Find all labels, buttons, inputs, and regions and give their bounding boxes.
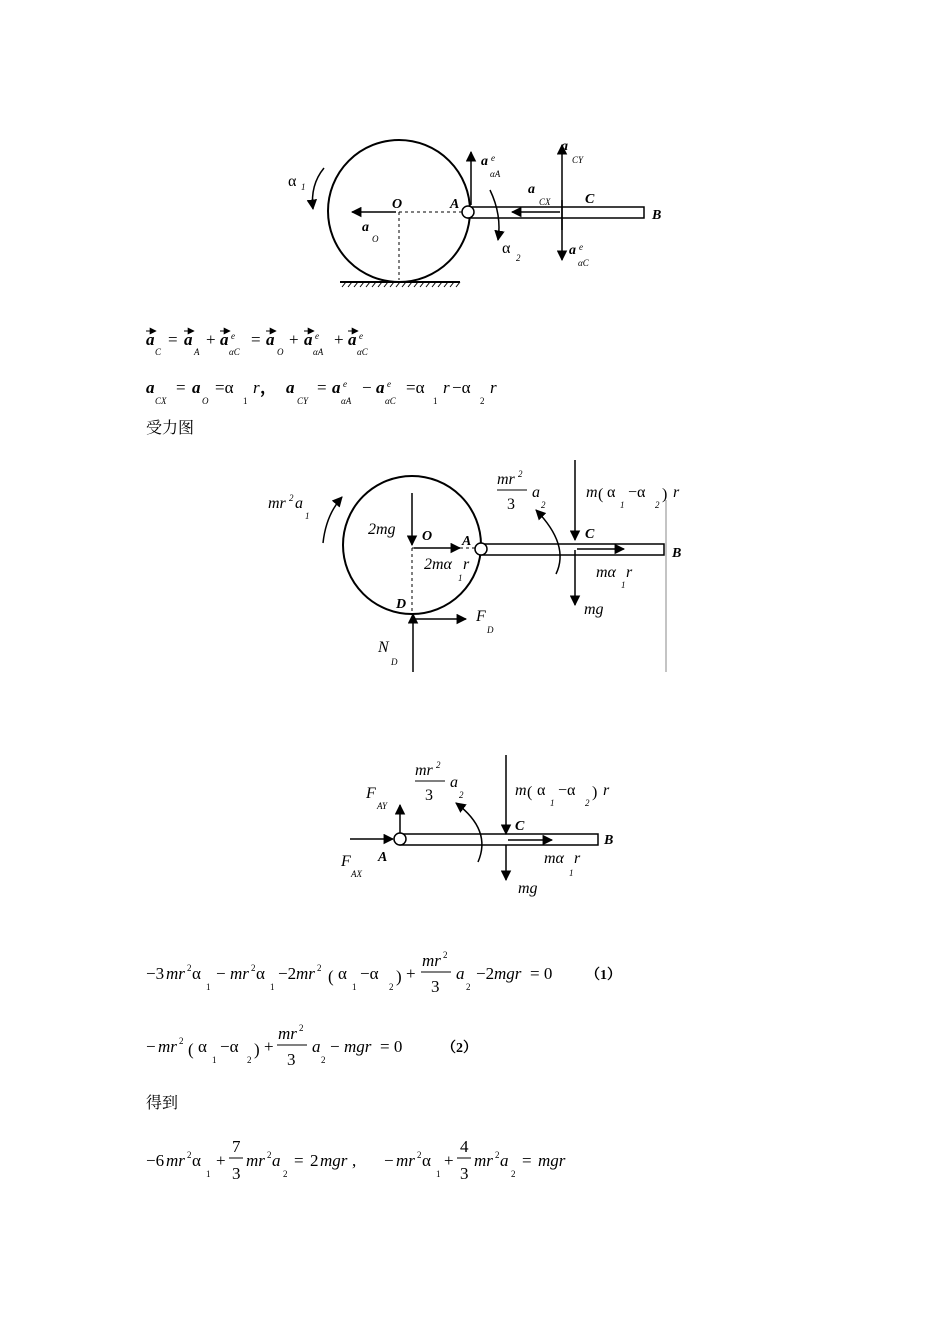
svg-text:2: 2: [317, 963, 322, 973]
svg-text:αC: αC: [357, 347, 368, 357]
svg-text:CY: CY: [297, 396, 309, 406]
svg-text:e: e: [491, 153, 495, 163]
svg-text:1: 1: [458, 573, 463, 583]
svg-text:α: α: [192, 1151, 201, 1170]
svg-text:mr: mr: [497, 471, 515, 488]
svg-text:=α: =α: [406, 378, 425, 397]
label-A: A: [450, 197, 460, 212]
svg-text:O: O: [202, 396, 209, 406]
svg-text:e: e: [315, 331, 319, 341]
svg-text:=: =: [317, 378, 327, 397]
svg-text:F: F: [341, 853, 351, 870]
svg-text:F: F: [366, 785, 376, 802]
svg-text:αA: αA: [490, 169, 501, 179]
heading-result: 得到: [146, 1093, 179, 1112]
svg-text:(: (: [598, 486, 604, 503]
svg-text:a: a: [312, 1037, 321, 1056]
svg-text:a: a: [348, 330, 357, 349]
svg-text:mgr: mgr: [494, 964, 522, 983]
svg-text:1: 1: [206, 1169, 211, 1179]
svg-text:mgr: mgr: [538, 1151, 566, 1170]
label-B: B: [652, 208, 662, 223]
svg-text:= 0: = 0: [530, 964, 553, 983]
svg-text:1: 1: [301, 182, 306, 192]
svg-text:AY: AY: [377, 801, 388, 811]
svg-text:B: B: [672, 546, 682, 561]
svg-text:1: 1: [436, 1169, 441, 1179]
svg-text:mr: mr: [166, 964, 185, 983]
svg-text:C: C: [515, 819, 525, 834]
svg-text:−: −: [146, 1037, 156, 1056]
svg-text:2: 2: [436, 760, 441, 770]
svg-text:a: a: [220, 330, 229, 349]
svg-text:，: ，: [260, 378, 277, 397]
svg-text:A: A: [462, 534, 472, 549]
svg-text:2: 2: [516, 253, 521, 263]
svg-text:1: 1: [620, 500, 625, 510]
svg-text:D: D: [391, 657, 398, 667]
svg-text:2: 2: [518, 469, 523, 479]
label-aeA: a: [481, 154, 488, 169]
label-2mg: 2mg: [368, 521, 396, 538]
svg-text:+: +: [206, 330, 216, 349]
svg-text:e: e: [343, 379, 347, 389]
svg-text:): ): [592, 784, 598, 801]
label-aO: a: [362, 220, 369, 235]
svg-text:1: 1: [305, 511, 310, 521]
svg-text:1: 1: [212, 1055, 217, 1065]
svg-text:α: α: [607, 484, 616, 501]
svg-text:=: =: [522, 1151, 532, 1170]
label-aCX: a: [528, 182, 535, 197]
svg-text:CY: CY: [572, 155, 584, 165]
svg-text:2: 2: [299, 1023, 304, 1033]
svg-text:N: N: [378, 639, 389, 656]
svg-text:1: 1: [243, 396, 248, 406]
svg-text:AX: AX: [351, 869, 362, 879]
svg-text:O: O: [277, 347, 284, 357]
label-aCY: a: [561, 139, 568, 154]
svg-text:(: (: [188, 1040, 194, 1059]
svg-text:mα: mα: [596, 564, 616, 581]
svg-text:+: +: [264, 1037, 274, 1056]
svg-text:e: e: [387, 379, 391, 389]
svg-text:−α: −α: [558, 782, 576, 799]
svg-text:mα: mα: [544, 850, 564, 867]
svg-text:+: +: [289, 330, 299, 349]
svg-text:+: +: [444, 1151, 454, 1170]
svg-text:a: a: [192, 378, 201, 397]
label-O: O: [392, 197, 403, 212]
svg-text:+: +: [216, 1151, 226, 1170]
label-aeC: a: [569, 243, 576, 258]
svg-text:): ): [396, 967, 402, 986]
kinematic-equations: [146, 330, 497, 406]
svg-text:=: =: [251, 330, 261, 349]
svg-text:a: a: [272, 1151, 281, 1170]
svg-text:D: D: [487, 625, 494, 635]
svg-text:a: a: [376, 378, 385, 397]
svg-text:=α: =α: [215, 378, 234, 397]
svg-text:O: O: [422, 529, 433, 544]
diagram-force-rod: [340, 755, 613, 897]
svg-text:,: ,: [352, 1151, 357, 1170]
svg-text:α: α: [537, 782, 546, 799]
svg-text:α: α: [422, 1151, 431, 1170]
svg-text:mr: mr: [166, 1151, 185, 1170]
svg-text:a: a: [184, 330, 193, 349]
label-alpha2: α: [502, 240, 511, 257]
svg-text:): ): [254, 1040, 260, 1059]
equation-1: [146, 950, 621, 996]
svg-text:2: 2: [310, 1151, 319, 1170]
svg-text:2: 2: [655, 500, 660, 510]
svg-text:3: 3: [425, 787, 433, 804]
svg-text:r: r: [253, 378, 260, 397]
svg-text:1: 1: [550, 798, 555, 808]
svg-text:m: m: [515, 782, 527, 799]
svg-text:a: a: [304, 330, 313, 349]
svg-text:αA: αA: [341, 396, 352, 406]
svg-text:2: 2: [283, 1169, 288, 1179]
svg-text:=: =: [294, 1151, 304, 1170]
svg-text:1: 1: [621, 580, 626, 590]
svg-text:αC: αC: [385, 396, 396, 406]
svg-text:(: (: [328, 967, 334, 986]
svg-text:A: A: [194, 347, 200, 357]
heading-force-diagram: 受力图: [146, 418, 195, 437]
svg-text:a: a: [266, 330, 275, 349]
svg-text:mr: mr: [278, 1024, 297, 1043]
svg-text:−α: −α: [452, 378, 471, 397]
svg-text:2: 2: [251, 963, 256, 973]
svg-text:αC: αC: [229, 347, 240, 357]
svg-text:=: =: [168, 330, 178, 349]
svg-text:α: α: [192, 964, 201, 983]
svg-text:3: 3: [431, 977, 440, 996]
svg-text:A: A: [378, 850, 388, 865]
svg-text:3: 3: [232, 1164, 241, 1183]
svg-text:+: +: [406, 964, 416, 983]
svg-text:r: r: [574, 850, 581, 867]
svg-text:2: 2: [267, 1150, 272, 1160]
svg-text:O: O: [372, 234, 379, 244]
label-alpha1: α: [288, 173, 297, 190]
svg-text:2: 2: [480, 396, 485, 406]
svg-text:−α: −α: [220, 1037, 239, 1056]
svg-text:2: 2: [179, 1036, 184, 1046]
svg-text:m: m: [586, 484, 598, 501]
svg-text:mr: mr: [158, 1037, 177, 1056]
svg-text:C: C: [585, 527, 595, 542]
svg-text:F: F: [476, 608, 486, 625]
svg-text:mr: mr: [268, 495, 286, 512]
svg-text:−: −: [216, 964, 226, 983]
svg-text:=: =: [176, 378, 186, 397]
svg-text:7: 7: [232, 1137, 241, 1156]
svg-text:−: −: [330, 1037, 340, 1056]
svg-text:1: 1: [433, 396, 438, 406]
result-equations: [146, 1137, 566, 1183]
svg-text:αC: αC: [578, 258, 589, 268]
svg-text:−: −: [384, 1151, 394, 1170]
svg-text:mgr: mgr: [320, 1151, 348, 1170]
svg-text:CX: CX: [155, 396, 167, 406]
svg-text:mg: mg: [518, 880, 538, 897]
svg-text:mr: mr: [474, 1151, 493, 1170]
equation-2: [146, 1023, 477, 1069]
svg-text:α: α: [198, 1037, 207, 1056]
svg-text:r: r: [463, 556, 470, 573]
svg-text:a: a: [286, 378, 295, 397]
svg-text:1: 1: [206, 982, 211, 992]
svg-text:3: 3: [460, 1164, 469, 1183]
svg-text:mr: mr: [296, 964, 315, 983]
svg-text:e: e: [231, 331, 235, 341]
svg-text:α: α: [338, 964, 347, 983]
svg-text:αA: αA: [313, 347, 324, 357]
svg-text:−6: −6: [146, 1151, 165, 1170]
svg-text:2: 2: [443, 950, 448, 960]
svg-text:−2: −2: [476, 964, 495, 983]
svg-text:2mα: 2mα: [424, 556, 452, 573]
svg-text:a: a: [500, 1151, 509, 1170]
svg-text:2: 2: [541, 500, 546, 510]
diagram-kinematics: [288, 139, 661, 287]
svg-text:a: a: [456, 964, 465, 983]
svg-text:mr: mr: [396, 1151, 415, 1170]
svg-text:r: r: [603, 782, 610, 799]
svg-text:(: (: [527, 784, 533, 801]
svg-text:2: 2: [247, 1055, 252, 1065]
svg-text:= 0: = 0: [380, 1037, 403, 1056]
svg-text:mr: mr: [415, 762, 433, 779]
svg-text:B: B: [604, 833, 614, 848]
svg-text:2: 2: [321, 1055, 326, 1065]
svg-text:2: 2: [417, 1150, 422, 1160]
svg-text:a: a: [146, 330, 155, 349]
svg-text:mgr: mgr: [344, 1037, 372, 1056]
svg-text:D: D: [396, 597, 407, 612]
svg-text:−α: −α: [360, 964, 379, 983]
svg-text:a: a: [295, 495, 303, 512]
svg-text:3: 3: [507, 496, 515, 513]
svg-text:2: 2: [585, 798, 590, 808]
svg-text:1: 1: [270, 982, 275, 992]
svg-text:2: 2: [511, 1169, 516, 1179]
svg-text:1: 1: [569, 868, 574, 878]
svg-text:−2: −2: [278, 964, 297, 983]
svg-text:2: 2: [289, 493, 294, 503]
label-C: C: [585, 192, 595, 207]
svg-text:2: 2: [495, 1150, 500, 1160]
svg-text:2: 2: [466, 982, 471, 992]
svg-text:r: r: [673, 484, 680, 501]
svg-text:mg: mg: [584, 601, 604, 618]
svg-text:a: a: [146, 378, 155, 397]
svg-text:+: +: [334, 330, 344, 349]
svg-text:2: 2: [187, 1150, 192, 1160]
svg-text:2: 2: [389, 982, 394, 992]
svg-text:3: 3: [287, 1050, 296, 1069]
svg-text:C: C: [155, 347, 162, 357]
svg-text:−3: −3: [146, 964, 165, 983]
svg-text:mr: mr: [246, 1151, 265, 1170]
svg-text:4: 4: [460, 1137, 469, 1156]
diagram-force-system: [268, 460, 681, 672]
svg-text:a: a: [450, 774, 458, 791]
svg-text:−α: −α: [628, 484, 646, 501]
pin-A: [462, 206, 474, 218]
svg-text:−: −: [362, 378, 372, 397]
svg-text:r: r: [490, 378, 497, 397]
svg-text:2: 2: [187, 963, 192, 973]
svg-text:r: r: [626, 564, 633, 581]
svg-text:1: 1: [352, 982, 357, 992]
svg-text:mr: mr: [422, 951, 441, 970]
svg-text:a: a: [332, 378, 341, 397]
svg-text:e: e: [579, 242, 583, 252]
svg-text:CX: CX: [539, 197, 551, 207]
svg-text:（1）: （1）: [586, 968, 621, 983]
svg-text:（2）: （2）: [442, 1041, 477, 1056]
svg-text:r: r: [443, 378, 450, 397]
svg-text:α: α: [256, 964, 265, 983]
svg-text:a: a: [532, 484, 540, 501]
svg-text:e: e: [359, 331, 363, 341]
svg-text:): ): [662, 486, 668, 503]
svg-text:mr: mr: [230, 964, 249, 983]
svg-text:2: 2: [459, 790, 464, 800]
